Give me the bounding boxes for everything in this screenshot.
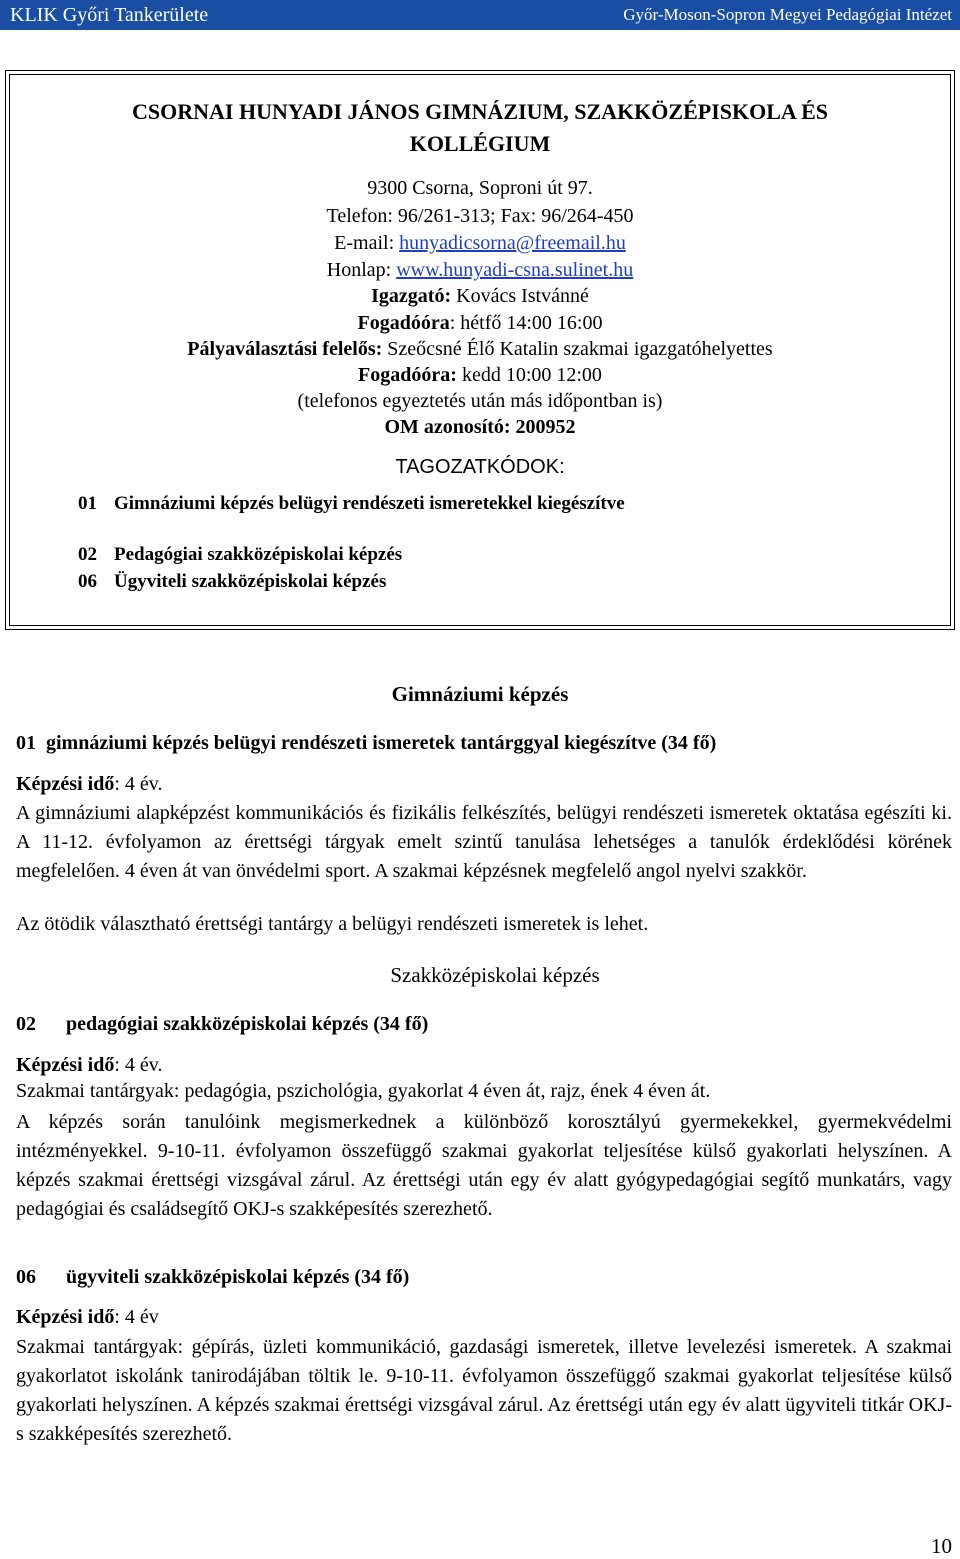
gym-program-title: 01 gimnáziumi képzés belügyi rendészeti ismeretek tantárggyal kiegészítve (34 fő) (16, 732, 717, 754)
voc-program-description: Szakmai tantárgyak: gépírás, üzleti kommunikáció, gazdasági ismeretek, illetve levelezési ismeretek. A szakmai gyakorlatot iskolánk tanirodájában töltik le. 9-10-11. évfolyamon összefüggő szakmai gyakorlat teljesítése külső gyakorlati helyszínen. A képzés szakmai érettségi vizsgával zárul. Az érettségi után egy év alatt ügyviteli titkár OKJ-s szakképesítés szerezhető. (16, 1336, 952, 1445)
career-hours-line (0, 364, 960, 387)
voc-program-duration (16, 1306, 159, 1329)
gym-description: A gimnáziumi alapképzést kommunikációs és fizikális felkészítés, belügyi rendészeti ismeretek oktatása egészíti ki. A 11-12. évfolyamon az érettségi tárgyak emelt szintű tanulása lehetséges a tanulók érdeklődési körének megfelelően. 4 éven át van önvédelmi sport. A szakmai képzésnek megfelelő angol nyelvi szakkör. (16, 802, 952, 882)
career-hours-value: kedd 10:00 12:00 (456, 364, 602, 386)
gym-description-2: Az ötödik választható érettségi tantárgy a belügyi rendészeti ismeretek is lehet. (16, 913, 649, 935)
voc-program-title (16, 1266, 409, 1289)
voc-program-duration (16, 1054, 162, 1077)
career-officer-line (0, 338, 960, 361)
gym-heading: Gimnáziumi képzés (391, 682, 569, 706)
office-hours-line (0, 312, 960, 335)
om-id: OM azonosító: 200952 (384, 416, 576, 438)
email-label: E-mail: (334, 232, 400, 254)
career-officer-value: Szeőcsné Élő Katalin szakmai igazgatóhelyettes (382, 338, 773, 360)
voc-program-code: 02 (16, 1013, 36, 1035)
director-label: Igazgató: (371, 285, 452, 307)
email-link[interactable]: hunyadicsorna@freemail.hu (399, 232, 626, 254)
school-phone: Telefon: 96/261-313; Fax: 96/264-450 (326, 205, 634, 227)
office-hours-label: Fogadóóra (357, 312, 450, 334)
school-address: 9300 Csorna, Soproni út 97. (367, 177, 593, 199)
school-website-line (0, 259, 960, 282)
track-name: Gimnáziumi képzés belügyi rendészeti ismeretekkel kiegészítve (114, 493, 625, 514)
gym-duration (16, 773, 162, 796)
website-link[interactable]: www.hunyadi-csna.sulinet.hu (396, 259, 634, 281)
appointment-note: (telefonos egyeztetés után más időpontban is) (297, 390, 663, 412)
voc-program-description: A képzés során tanulóink megismerkednek a különböző korosztályú gyermekekkel, gyermekvédelmi intézményekkel. 9-10-11. évfolyamon összefüggő szakmai gyakorlat teljesítése külső gyakorlati helyszínen. A képzés szakmai érettségi vizsgával zárul. Az érettségi után egy év alatt gyógypedagógiai segítő munkatárs, vagy pedagógiai és családsegítő OKJ-s szakképesítés szerezhető. (16, 1111, 952, 1220)
voc-duration-label: Képzési idő (16, 1306, 115, 1328)
voc-program-name: ügyviteli szakközépiskolai képzés (34 fő) (66, 1266, 410, 1288)
voc-duration-value: : 4 év. (114, 1054, 163, 1076)
gym-duration-label: Képzési idő (16, 773, 115, 795)
office-hours-value: : hétfő 14:00 16:00 (449, 312, 603, 334)
gym-duration-value: : 4 év. (114, 773, 163, 795)
website-label: Honlap: (326, 259, 397, 281)
track-item (78, 544, 402, 566)
track-item (78, 493, 625, 515)
page-header (0, 0, 960, 30)
track-code: 02 (78, 544, 97, 565)
header-right-title: Győr-Moson-Sopron Megyei Pedagógiai Intézet (623, 5, 952, 24)
school-email-line (0, 232, 960, 255)
voc-heading: Szakközépiskolai képzés (390, 963, 600, 987)
page-number: 10 (931, 1534, 952, 1558)
voc-program-subjects: Szakmai tantárgyak: pedagógia, pszichológia, gyakorlat 4 éven át, rajz, ének 4 éven át. (16, 1080, 711, 1102)
track-name: Ügyviteli szakközépiskolai képzés (114, 571, 387, 592)
school-name-line2: KOLLÉGIUM (409, 131, 551, 156)
voc-program-title (16, 1013, 428, 1036)
voc-duration-label: Képzési idő (16, 1054, 115, 1076)
header-left-title: KLIK Győri Tankerülete (10, 3, 209, 26)
director-line (0, 285, 960, 308)
track-code: 06 (78, 571, 97, 592)
school-name-line1: CSORNAI HUNYADI JÁNOS GIMNÁZIUM, SZAKKÖZÉPISKOLA ÉS (132, 99, 828, 124)
track-codes-title: TAGOZATKÓDOK: (395, 456, 565, 478)
voc-duration-value: : 4 év (114, 1306, 159, 1328)
track-item (78, 571, 386, 593)
career-hours-label: Fogadóóra: (358, 364, 457, 386)
voc-program-name: pedagógiai szakközépiskolai képzés (34 fő) (66, 1013, 429, 1035)
director-name: Kovács Istvánné (451, 285, 589, 307)
track-code: 01 (78, 493, 97, 514)
voc-program-code: 06 (16, 1266, 36, 1288)
career-officer-label: Pályaválasztási felelős: (187, 338, 383, 360)
track-name: Pedagógiai szakközépiskolai képzés (114, 544, 403, 565)
